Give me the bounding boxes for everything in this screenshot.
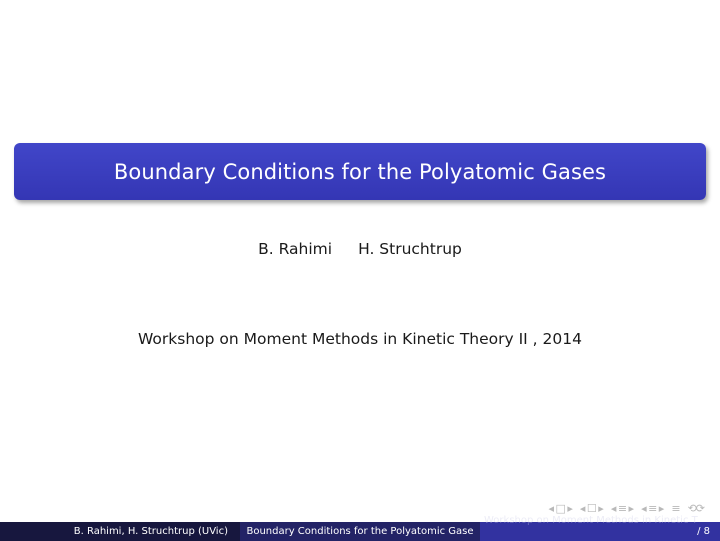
footer — [0, 515, 720, 541]
institute: Workshop on Moment Methods in Kinetic Theory II , 2014 — [138, 330, 582, 348]
footer-watermark: Workshop on Moment Methods in Kinetic T — [484, 515, 698, 526]
slide-title: Boundary Conditions for the Polyatomic Gases — [113, 159, 607, 184]
nav-section-icon[interactable]: ◂ ≡ ▸ — [610, 502, 634, 515]
footer-title — [240, 522, 480, 541]
footer-author-text: B. Rahimi, H. Struchtrup (UVic) — [73, 526, 228, 537]
author-2: H. Struchtrup — [358, 240, 462, 258]
nav-subsection-icon[interactable]: ◂ ☐ ▸ — [579, 502, 603, 515]
beamer-navigation — [548, 502, 704, 515]
title-box — [14, 143, 706, 200]
nav-equal-icon[interactable]: ≡ — [671, 502, 680, 515]
footer-page-number: / 8 — [697, 526, 710, 537]
footer-author — [0, 522, 240, 541]
nav-document-icon[interactable]: ◂ ≡ ▸ — [641, 502, 664, 515]
footer-title-text: Boundary Conditions for the Polyatomic Gase — [246, 526, 474, 537]
authors — [0, 240, 720, 258]
footer-page — [480, 515, 720, 541]
nav-frame-icon[interactable]: ◂ □ ▸ — [548, 502, 572, 515]
author-1: B. Rahimi — [258, 240, 333, 258]
nav-search-icon[interactable]: ⟲⟳ — [687, 502, 704, 515]
